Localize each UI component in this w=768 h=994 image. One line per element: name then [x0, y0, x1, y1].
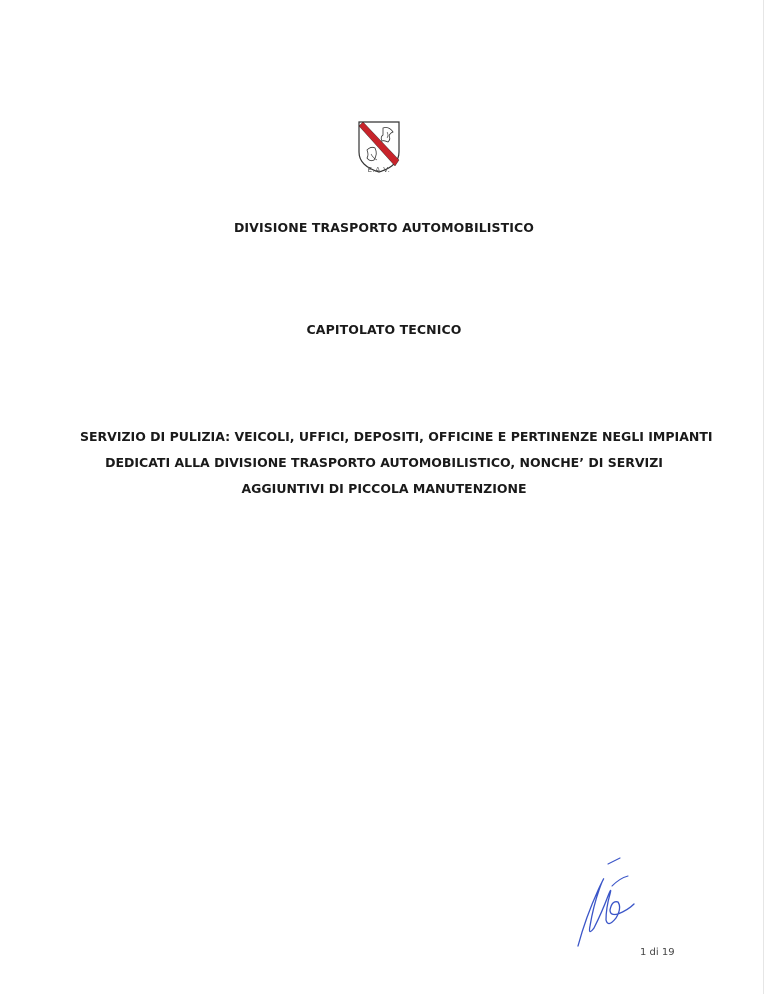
document-type-title: CAPITOLATO TECNICO — [306, 322, 462, 337]
page-edge-divider — [763, 0, 764, 994]
signature-icon — [572, 856, 642, 950]
page-number: 1 di 19 — [640, 947, 675, 958]
subject-line-2: DEDICATI ALLA DIVISIONE TRASPORTO AUTOMOBILISTICO, NONCHE’ DI SERVIZI — [105, 455, 663, 470]
document-subject — [80, 424, 713, 502]
subject-line-1: SERVIZIO DI PULIZIA: VEICOLI, UFFICI, DEPOSITI, OFFICINE E PERTINENZE NEGLI IMPIANTI — [80, 429, 713, 444]
division-title: DIVISIONE TRASPORTO AUTOMOBILISTICO — [233, 220, 535, 235]
logo-caption: E.A.V. — [367, 166, 391, 174]
subject-line-3: AGGIUNTIVI DI PICCOLA MANUTENZIONE — [241, 481, 527, 496]
